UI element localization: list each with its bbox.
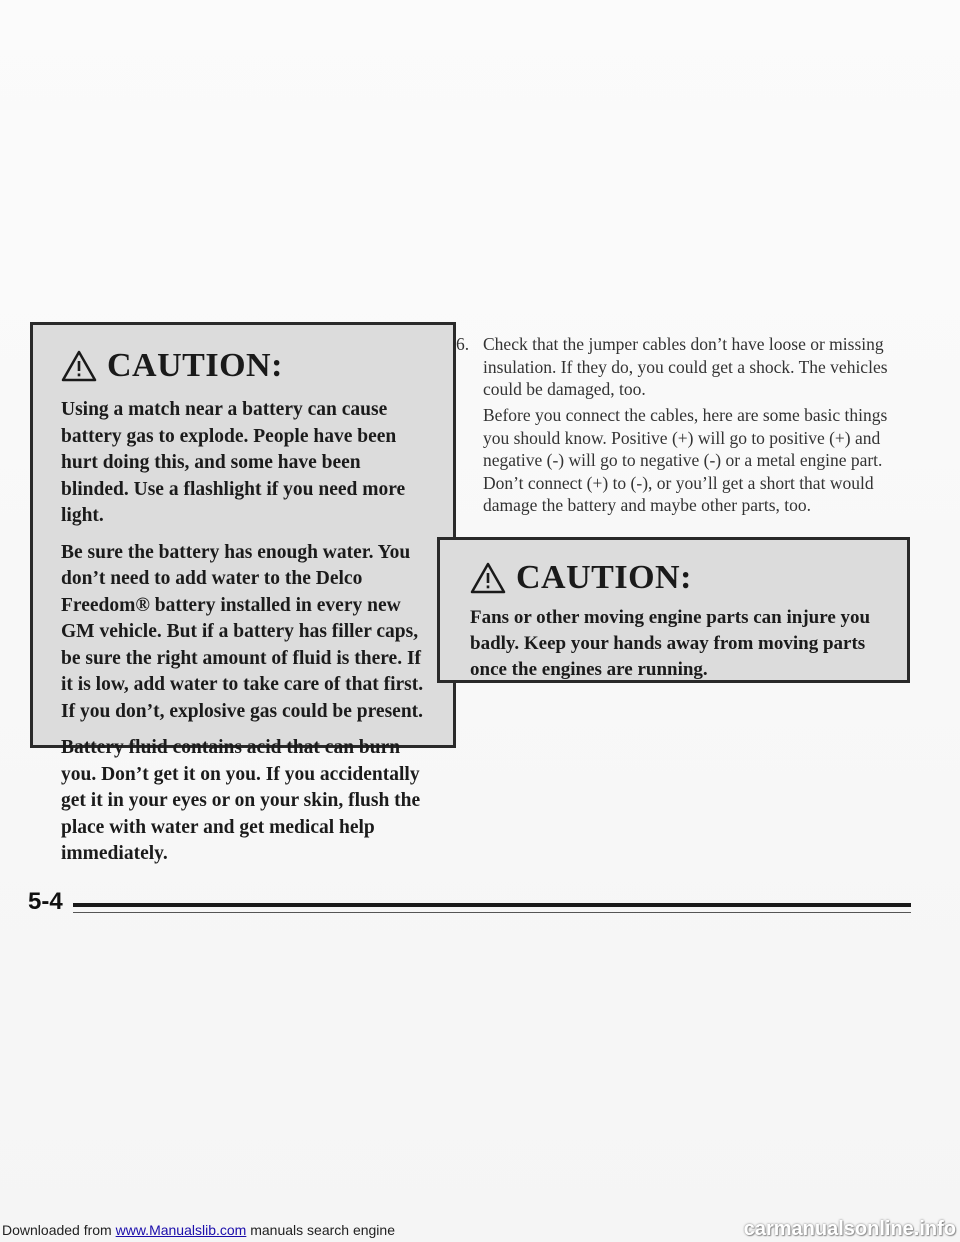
caution-paragraph: Using a match near a battery can cause battery gas to explode. People have been hurt doing this, and some have been blinded. Use a flashlight if you need more light. xyxy=(61,399,406,526)
page-number: 5-4 xyxy=(28,888,63,915)
banner-suffix: manuals search engine xyxy=(246,1222,395,1238)
caution-paragraph: Battery fluid contains acid that can burn you. Don’t get it on you. If you accidentally get it in your eyes or on your skin, flush the place with water and get medical help immediately. xyxy=(61,737,421,864)
cable-connection-note: Before you connect the cables, here are some basic things you should know. Positive (+) will go to positive (+) and negative (-) will go to negative (-) or a metal engine part. Don’t connect (+) to (-), or you’ll get a short that would damage the battery and maybe other parts, too. xyxy=(483,405,888,515)
caution-title: CAUTION: xyxy=(107,347,283,384)
step-text: Check that the jumper cables don’t have loose or missing insulation. If they do, you could get a shock. The vehicles could be damaged, too. xyxy=(483,334,888,399)
download-banner xyxy=(0,1218,395,1242)
watermark-logo: carmanualsonline.info xyxy=(743,1218,956,1240)
caution-title: CAUTION: xyxy=(516,559,692,596)
warning-triangle-icon xyxy=(470,562,506,594)
footer-rule xyxy=(73,903,911,907)
caution-header xyxy=(61,347,427,385)
footer-rule-thin xyxy=(73,912,911,913)
caution-box-battery xyxy=(30,322,456,864)
caution-box-fans xyxy=(437,537,910,683)
caution-paragraph: Be sure the battery has enough water. You don’t need to add water to the Delco Freedom® battery installed in every new GM vehicle. But if a battery has filler caps, be sure the right amount of fluid is there. If it is low, add water to take care of that first. If you don’t, explosive gas could be present. xyxy=(61,541,424,722)
step-number: 6. xyxy=(456,334,470,354)
step-6 xyxy=(456,333,916,401)
caution-paragraph: Fans or other moving engine parts can injure you badly. Keep your hands away from moving parts once the engines are running. xyxy=(470,607,871,680)
banner-prefix: Downloaded from xyxy=(2,1222,116,1238)
caution-header xyxy=(470,559,885,597)
manualslib-link[interactable]: www.Manualslib.com xyxy=(115,1222,247,1238)
warning-triangle-icon xyxy=(61,350,97,382)
